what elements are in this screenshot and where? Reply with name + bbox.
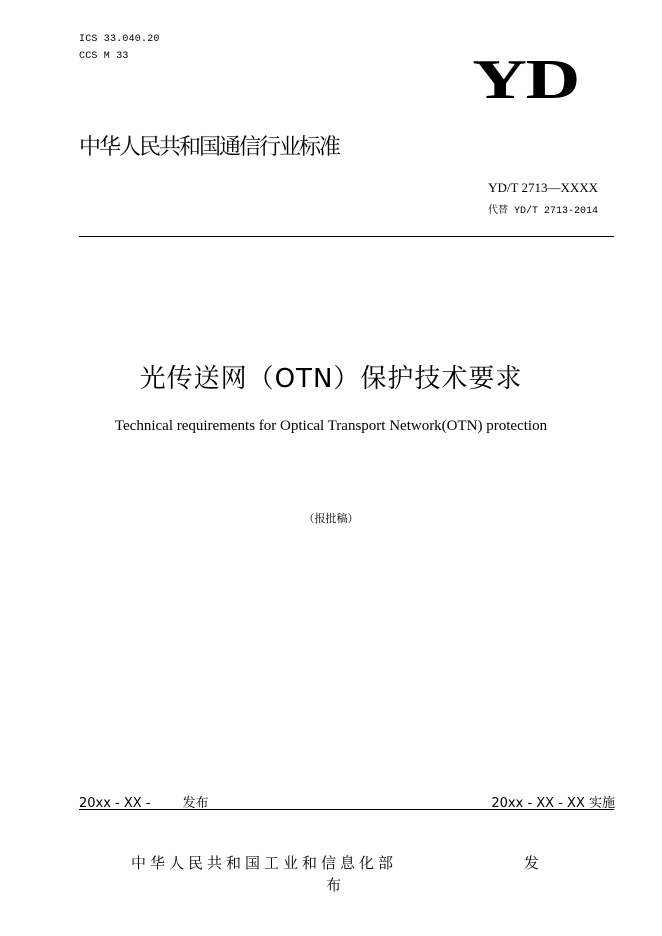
replaces-standard: 代替 YD/T 2713-2014 (487, 206, 598, 217)
ccs-code: CCS M 33 (79, 51, 129, 62)
yd-logo: YD (472, 49, 579, 111)
ics-code: ICS 33.040.20 (79, 34, 160, 45)
issuing-authority: 中华人民共和国工业和信息化部 (131, 854, 398, 872)
implement-date: 20xx - XX - XX 实施 (491, 796, 615, 811)
publish-label: 发布 (182, 796, 209, 811)
document-title-english: Technical requirements for Optical Transport Network(OTN) protection (114, 418, 548, 434)
publish-date-value: 20xx - XX - (79, 796, 151, 811)
standard-category: 中华人民共和国通信行业标准 (79, 135, 340, 160)
document-title-chinese: 光传送网（OTN）保护技术要求 (139, 364, 523, 394)
bottom-divider (79, 809, 614, 810)
issue-word-part2: 布 (326, 876, 342, 894)
draft-status: （报批稿） (303, 512, 359, 525)
top-divider (79, 236, 614, 237)
standard-number: YD/T 2713—XXXX (488, 180, 598, 195)
issue-word-part1: 发 (524, 854, 540, 872)
